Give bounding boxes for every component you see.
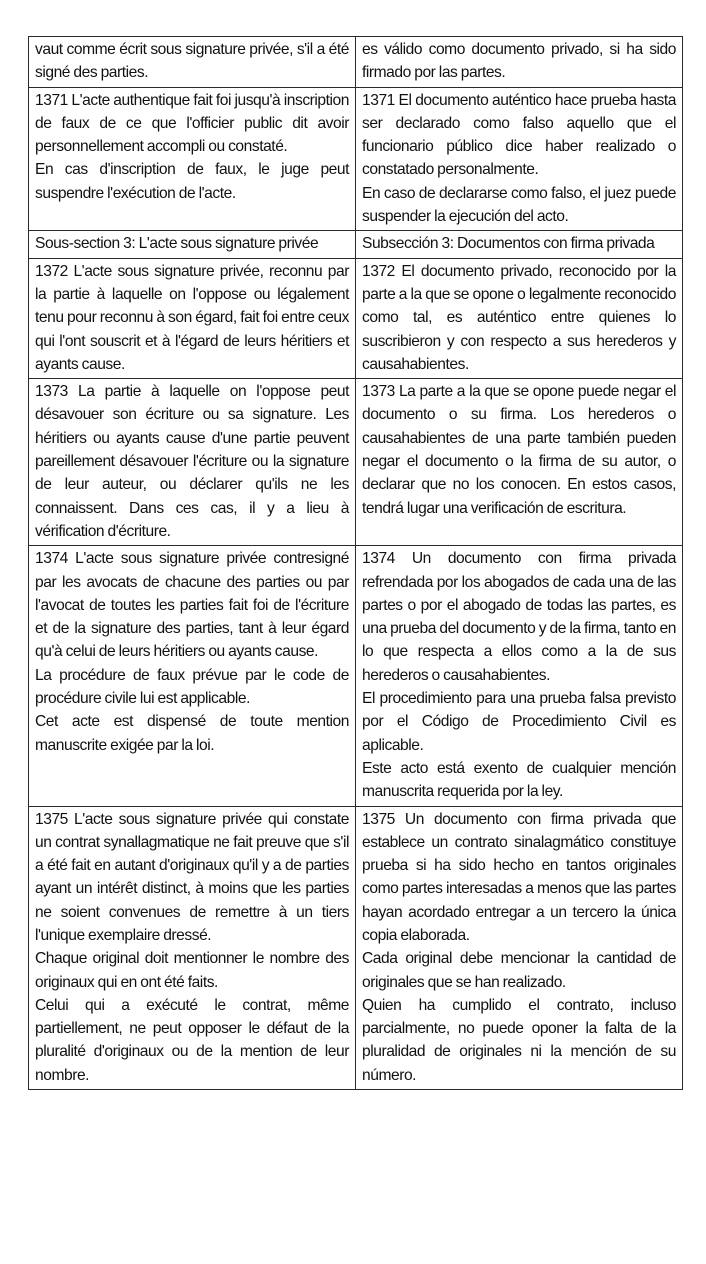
table-row — [29, 37, 683, 88]
table-row — [29, 231, 683, 258]
french-paragraph: Chaque original doit mentionner le nombre des originaux qui en ont été faits. — [35, 950, 349, 991]
french-cell — [29, 231, 356, 258]
spanish-section-heading: Subsección 3: Documentos con firma privada — [362, 235, 655, 253]
table-row — [29, 379, 683, 546]
spanish-paragraph: Quien ha cumplido el contrato, incluso parcialmente, no puede oponer la falta de la pluralidad de originales ni la mención de su número. — [362, 996, 676, 1084]
spanish-paragraph: 1372 El documento privado, reconocido por la parte a la que se opone o legalmente reconocido como tal, es auténtico entre quienes lo suscribieron y con respecto a sus herederos y causahabientes. — [362, 262, 676, 373]
french-paragraph: En cas d'inscription de faux, le juge peut suspendre l'exécution de l'acte. — [35, 161, 349, 202]
spanish-paragraph: Este acto está exento de cualquier mención manuscrita requerida por la ley. — [362, 759, 676, 801]
bilingual-law-table — [28, 36, 683, 1090]
spanish-paragraph: Cada original debe mencionar la cantidad de originales que se han realizado. — [362, 950, 676, 991]
spanish-paragraph: 1374 Un documento con firma privada refrendada por los abogados de cada una de las partes o por el abogado de todas las partes, es una prueba del documento y de la firma, tanto en lo que respecta a ellos como a la de sus herederos o causahabientes. — [362, 550, 676, 684]
french-cell — [29, 258, 356, 378]
french-paragraph: La procédure de faux prévue par le code de procédure civile lui est applicable. — [35, 666, 349, 708]
table-row — [29, 546, 683, 806]
french-cell — [29, 806, 356, 1090]
table-row — [29, 258, 683, 378]
table-row — [29, 87, 683, 231]
french-paragraph: Cet acte est dispensé de toute mention manuscrite exigée par la loi. — [35, 713, 349, 754]
french-section-heading: Sous-section 3: L'acte sous signature privée — [35, 235, 319, 253]
french-cell — [29, 37, 356, 88]
table-row — [29, 806, 683, 1090]
french-paragraph: Celui qui a exécuté le contrat, même partiellement, ne peut opposer le défaut de la pluralité d'originaux ou de la mention de leur nombre. — [35, 996, 349, 1084]
spanish-cell — [356, 258, 683, 378]
french-cell — [29, 379, 356, 546]
french-paragraph: 1373 La partie à laquelle on l'oppose peut désavouer son écriture ou sa signature. Les héritiers ou ayants cause d'une partie peuvent pareillement désavouer l'écriture ou la signature de leur auteur, ou déclarer qu'ils ne les connaissent. Dans ces cas, il y a lieu à vérification d'écriture. — [35, 383, 349, 540]
spanish-cell — [356, 87, 683, 231]
spanish-paragraph: En caso de declararse como falso, el juez puede suspender la ejecución del acto. — [362, 184, 676, 226]
french-paragraph: vaut comme écrit sous signature privée, s'il a été signé des parties. — [35, 41, 349, 82]
french-cell — [29, 546, 356, 806]
spanish-paragraph: 1371 El documento auténtico hace prueba hasta ser declarado como falso aquello que el funcionario público dice haber realizado o constatado personalmente. — [362, 91, 676, 179]
spanish-cell — [356, 379, 683, 546]
spanish-cell — [356, 546, 683, 806]
french-paragraph: 1371 L'acte authentique fait foi jusqu'à inscription de faux de ce que l'officier public dit avoir personnellement accompli ou constaté. — [35, 91, 349, 156]
spanish-paragraph: El procedimiento para una prueba falsa previsto por el Código de Procedimiento Civil es aplicable. — [362, 690, 676, 754]
spanish-paragraph: 1375 Un documento con firma privada que establece un contrato sinalagmático constituye prueba si ha sido hecho en tantos originales como partes interesadas a menos que las partes hayan acordado entregar a un tercero la única copia elaborada. — [362, 810, 676, 944]
spanish-paragraph: 1373 La parte a la que se opone puede negar el documento o su firma. Los herederos o causahabientes de una parte también pueden negar el documento o la firma de su autor, o declarar que no los conocen. En estos casos, tendrá lugar una verificación de escritura. — [362, 383, 676, 517]
spanish-cell — [356, 37, 683, 88]
french-paragraph: 1372 L'acte sous signature privée, reconnu par la partie à laquelle on l'oppose ou légalement tenu pour reconnu à son égard, fait foi entre ceux qui l'ont souscrit et à l'égard de leurs héritiers et ayants cause. — [35, 262, 349, 373]
french-cell — [29, 87, 356, 231]
french-paragraph: 1375 L'acte sous signature privée qui constate un contrat synallagmatique ne fait preuve que s'il a été fait en autant d'originaux qu'il y a de parties ayant un intérêt distinct, à moins que les parties ne soient convenues de remettre à un tiers l'unique exemplaire dressé. — [35, 810, 349, 944]
spanish-cell — [356, 806, 683, 1090]
spanish-paragraph: es válido como documento privado, si ha sido firmado por las partes. — [362, 41, 676, 82]
french-paragraph: 1374 L'acte sous signature privée contresigné par les avocats de chacune des parties ou par l'avocat de toutes les parties fait foi de l'écriture et de la signature des parties, tant à leur égard qu'à celui de leurs héritiers ou ayants cause. — [35, 550, 349, 661]
spanish-cell — [356, 231, 683, 258]
